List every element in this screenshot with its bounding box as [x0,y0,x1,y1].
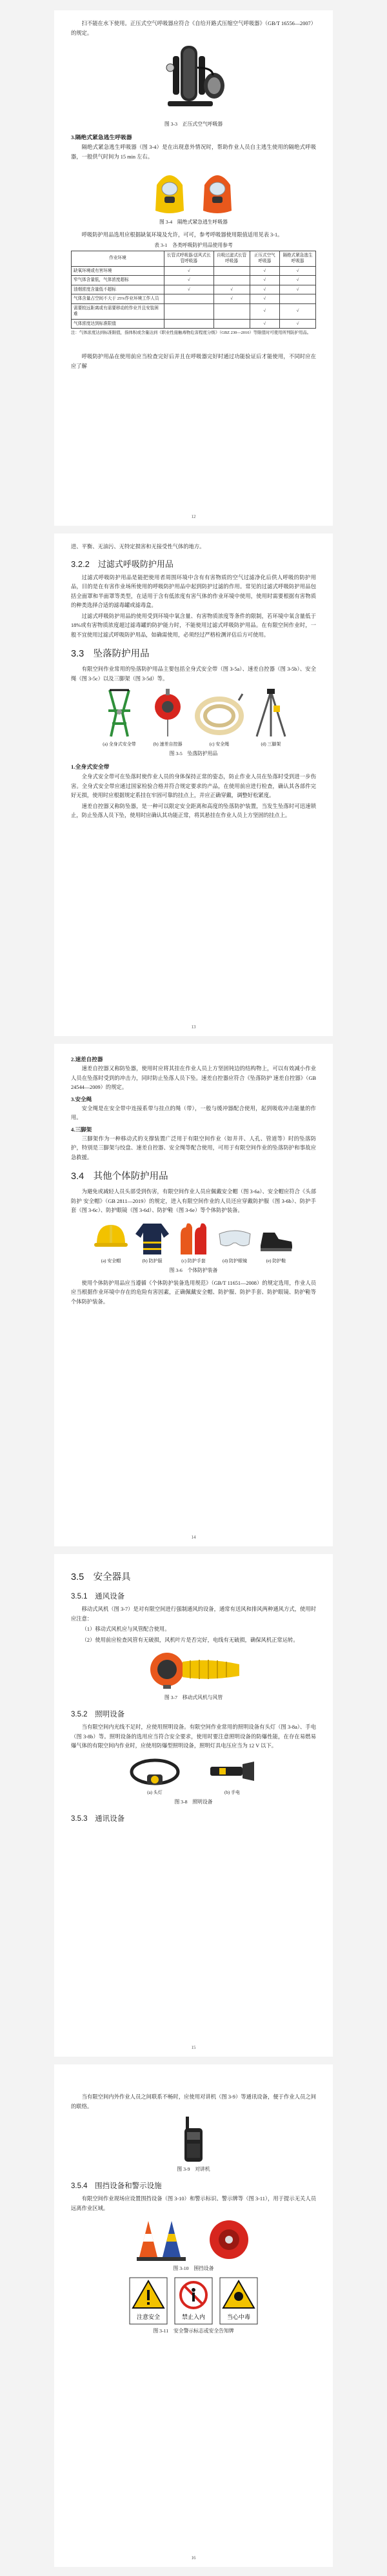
table-cell: √ [280,276,316,285]
table-header-cell: 自吸过滤式长管呼吸器 [213,251,250,266]
figure-sublabel: (b) 手电 [224,1789,240,1795]
headlamp-figure [129,1755,181,1796]
table-cell: 窄气体含量低，气体浓度超标 [72,276,164,285]
barrier-tape-figure [206,2217,252,2262]
safety-shoes-figure [258,1220,294,1264]
figure-3-11-caption: 图 3-11 安全警示标志或安全告知牌 [153,2328,234,2334]
figure-sublabel: (b) 防护服 [142,1258,163,1264]
flashlight-figure [206,1755,258,1796]
figure-3-9 [71,2115,316,2163]
table-cell: √ [250,276,280,285]
table-cell [164,319,214,329]
sign-text: 禁止入内 [181,2314,206,2321]
section-title-3-5-1: 3.5.1 通风设备 [71,1593,125,1600]
section-paragraph: 当有限空间内光线不足时，应使用照明设备。有限空间作业常用的照明设备有头灯（图 3-8a）、手电（图 3-8b）等。照明设备的选用应当符合安全要求，使用时要注意照明设备的防爆性能，在存在易燃易爆气体的有限空间内作业时，应使用防爆型照明设备，照明灯具电压应当为 12 V 以下。 [71,1724,316,1749]
table-row [72,285,316,294]
figure-sublabel: (a) 安全帽 [101,1258,121,1264]
table-cell: √ [250,266,280,276]
page-number: 12 [191,514,196,519]
figure-sublabel: (c) 安全绳 [209,742,230,747]
subsection-paragraph: 隔绝式紧急逃生呼吸器（图 3-4）是在出现意外情况时，帮助作业人员自主逃生使用的隔绝式呼吸器，一般供气时间为 15 min 左右。 [71,144,316,160]
figure-3-3-caption: 图 3-3 正压式空气呼吸器 [164,121,223,127]
table-3-1 [71,251,316,329]
table-header-cell: 正压式空气呼吸器 [250,251,280,266]
scba-image [155,42,232,118]
subsection-paragraph: 三脚架作为一种移动式的支撑装置广泛用于有限空间作业（如井井、人孔、管道等）时的坠落防护，特别是三脚架与绞盘、速差自控器、安全绳等配合使用，可用于有限空间作业的坠落防护和事故应急救援。 [71,1135,316,1160]
no-entry-sign [174,2277,213,2325]
figure-3-10 [71,2217,316,2262]
safety-rope-figure [194,687,245,747]
section-paragraph: 移动式风机（图 3-7）是对有限空间进行强制通风的设备，通常有送风和排风两种通风方式，使用时应注意： [71,1606,316,1622]
table-cell: √ [250,294,280,304]
document-page-5 [54,2064,333,2567]
section-paragraph: 过滤式呼吸防护用品是能把使用者周围环境中含有有害物质的空气过滤净化后供人呼吸的防护用品，目的是在有害作业场所使用的呼吸防护用品中起到防护过滤的作用。常见的过滤式呼吸防护用品包括全面罩和半面罩等类型，在适用于含有低浓度有害气体的作业环境中使用，使用时需要根据有害物质的种类选择合适的滤毒罐或滤毒盒。 [71,574,316,608]
subsection-paragraph: 全身式安全带可在坠落时使作业人员的身体保持正常的姿态，防止作业人员在坠落时受到进一步伤害。全身式安全带应通过国家检验合格并符合规定要求的产品，在使用前应进行检查，确认其各部件完好无损，使用时应根据规定系挂在牢固可靠的挂点上，并应正确穿戴，调整好松紧度。 [71,774,316,798]
table-cell: √ [164,285,214,294]
sign-text: 当心中毒 [226,2314,251,2321]
subsection-paragraph: 安全绳是在安全带中连接系带与挂点的绳（带），一般与缓冲器配合使用，起到吸收冲击能量的作用。 [71,1105,316,1120]
subsection-title: 2.速差自控器 [71,1056,103,1062]
section-paragraph: 过滤式呼吸防护用品的使用受到环境中氧含量、有害物质浓度等条件的限制，若环境中氧含量低于18%或有害物质浓度超过滤毒罐的防护能力时，不能使用过滤式呼吸防护用品。在有限空间作业时，一般不宜使用过滤式呼吸防护用品，如确需使用，必须经过严格检测评估后方可使用。 [71,613,316,638]
page-number: 15 [191,2045,196,2050]
figure-3-9-caption: 图 3-9 对讲机 [177,2166,210,2172]
sign-text: 注意安全 [136,2314,161,2321]
subsection-title: 1.全身式安全带 [71,764,110,770]
table-cell [213,276,250,285]
subsection-title: 3.安全绳 [71,1095,92,1102]
tripod-figure [252,687,290,747]
section-paragraph: 当有限空间内外作业人员之间联系不畅时，应使用对讲机（图 3-9）等通讯设备，便于作业人员之间的联络。 [71,2094,316,2110]
table-header-row [72,251,316,266]
figure-3-5 [71,687,316,747]
closing-paragraph: 呼吸防护用品在使用前应当检查完好后并且在呼吸器完好时通过功能验证后才能使用，不同时应在应了解 [71,354,316,369]
section-paragraph: 使用个体防护用品应当遵循《个体防护装备选用规范》（GB/T 11651—2008）的规定选用，作业人员应当根据作业环境中存在的危险有害因素，正确佩戴安全帽、防护服、防护手套、防护眼镜、防护鞋等个体防护装备。 [71,1280,316,1305]
figure-sublabel: (a) 全身式安全带 [103,742,136,747]
table-cell: √ [280,319,316,329]
safety-helmet-figure [93,1220,129,1264]
page-number: 16 [191,2555,196,2561]
table-cell: √ [164,276,214,285]
section-title-3-4: 3.4 其他个体防护用品 [71,1171,168,1182]
table-cell [213,266,250,276]
traffic-cones-figure [135,2217,187,2262]
table-cell: √ [250,303,280,319]
section-title-3-5-4: 3.5.4 围挡设备和警示设施 [71,2182,162,2190]
portable-fan-figure [145,1649,242,1691]
table-cell: √ [280,266,316,276]
subsection-paragraph: 速差自控器又称防坠器，是一种可以限定安全距离和高度的坠落防护装置，当发生坠落时可迅速锁止，防止坠落人员下坠，使用时应确认其功能正常，将其悬挂在作业人员上方坚固的挂点上。 [71,803,316,818]
poison-warning-sign [219,2277,258,2325]
table-cell [164,294,214,304]
table-cell: √ [280,303,316,319]
figure-3-8 [71,1755,316,1796]
subsection-paragraph: 速差自控器又称防坠器，使用时应将其挂在作业人员上方坚固钝边的结构物上，可以有效减小作业人员在坠落时受到的冲击力，同时防止坠落人员下坠。速差自控器应符合《坠落防护 速差自控器》（GB 24544—2009）的规定。 [71,1066,316,1090]
list-item: （1）移动式风机应与风管配合使用。 [81,1626,170,1632]
figure-3-7-caption: 图 3-7 移动式风机与风管 [164,1695,223,1700]
protective-gloves-figure [175,1220,212,1264]
page-number: 13 [191,1024,196,1030]
table-row [72,266,316,276]
table-cell: √ [250,285,280,294]
figure-sublabel: (d) 三脚架 [261,742,281,747]
table-cell: √ [213,285,250,294]
table-header-cell: 隔绝式紧急逃生呼吸器 [280,251,316,266]
document-page-1 [54,10,333,526]
table-row [72,276,316,285]
figure-sublabel: (d) 防护眼镜 [223,1258,247,1264]
figure-3-4 [71,166,316,216]
figure-sublabel: (c) 防护手套 [181,1258,206,1264]
section-title-3-3: 3.3 坠落防护用品 [71,649,150,659]
table-row [72,303,316,319]
section-title-3-5-2: 3.5.2 照明设备 [71,1711,125,1718]
table-cell: 需要较远距离或有需要移动的作业并且安装困难 [72,303,164,319]
table-intro: 呼吸防护用品选用应根据缺氧环境及允许，可可，参考呼吸器使用限值适用见表 3-1。 [81,232,283,238]
figure-3-7 [71,1649,316,1691]
table-row [72,319,316,329]
table-cell [213,319,250,329]
document-page-3 [54,1044,333,1546]
figure-sublabel: (b) 速差自控器 [153,742,183,747]
section-title-3-2-2: 3.2.2 过滤式呼吸防护用品 [71,559,174,569]
table-cell [164,303,214,319]
document-page-4 [54,1554,333,2057]
section-paragraph: 有限空间作业常用的坠落防护用品主要包括全身式安全带（图 3-5a）、速差自控器（图 3-5b）、安全绳（图 3-5c）以及三脚架（图 3-5d）等。 [71,666,316,682]
section-paragraph: 有限空间作业现场应设置围挡设备（图 3-10）和警示标识、警示牌等（图 3-11），用于提示无关人员远离作业区域。 [71,2196,316,2211]
intro-paragraph: 扫不能在水下使用。正压式空气呼吸器应符合《自给开路式压缩空气呼吸器》（GB/T 16556—2007）的规定。 [71,21,316,36]
subsection-title: 3.隔绝式紧急逃生呼吸器 [71,134,132,140]
caution-sign [129,2277,168,2325]
table-cell: √ [164,266,214,276]
figure-3-8-caption: 图 3-8 照明设备 [174,1798,213,1805]
table-3-1-title: 表 3-1 各类呼吸防护用品使用参考 [154,242,233,248]
table-cell: √ [250,319,280,329]
protective-suit-figure [134,1220,170,1264]
figure-3-4-caption: 图 3-4 隔绝式紧急逃生呼吸器 [159,219,228,225]
self-retracting-lifeline-figure [148,687,187,747]
table-cell [280,294,316,304]
escape-respirator-image-2 [198,166,237,216]
section-title-3-5: 3.5 安全器具 [71,1572,131,1582]
table-cell: 气体含量占空间不大于 25%作业环境工作人员 [72,294,164,304]
figure-3-6-caption: 图 3-6 个体防护装备 [169,1267,218,1273]
page-number: 14 [191,1535,196,1540]
table-cell: √ [280,285,316,294]
figure-sublabel: (a) 头灯 [147,1789,163,1795]
full-body-harness-figure [97,687,142,747]
continued-paragraph: 进、平衡、无油污、无特定损害和无接受性气体的地方。 [71,544,205,550]
table-note: 注：气体浓度达到标准限值，指体积或含量达到《职业性接触毒物危害程度分级》（GBZ 230—2010）等限值时可使用所列防护用品。 [71,331,312,335]
escape-respirator-image-1 [150,166,189,216]
walkie-talkie-figure [181,2115,206,2163]
table-cell: √ [213,294,250,304]
table-header-cell: 作业环境 [72,251,164,266]
table-header-cell: 长管式呼吸器/送风式长管呼吸器 [164,251,214,266]
table-cell [213,303,250,319]
figure-3-10-caption: 图 3-10 围挡设备 [173,2265,214,2271]
subsection-title: 4.三脚架 [71,1126,92,1133]
section-paragraph: 为避免或减轻人员头部受到伤害，有限空间作业人员应佩戴安全帽（图 3-6a）、安全帽应符合《头部防护 安全帽》（GB 2811—2019）的规定，进入有限空间作业的人员还应穿戴防护服（图 3-6b）、防护手套（图 3-6c）、防护眼镜（图 3-6d）、防护鞋（图 3-6e）等个体防护装备。 [71,1189,316,1213]
figure-3-3 [71,42,316,118]
safety-goggles-figure [217,1220,253,1264]
section-title-3-5-3: 3.5.3 通讯设备 [71,1814,125,1823]
table-row [72,294,316,304]
table-cell: 气体浓度达到标准限值 [72,319,164,329]
figure-3-5-caption: 图 3-5 坠落防护用品 [169,751,218,756]
table-cell: 油烟浓度含量低不超标 [72,285,164,294]
figure-3-6 [71,1220,316,1264]
figure-3-11 [71,2277,316,2325]
table-cell: 缺氧环境或有害环境 [72,266,164,276]
document-page-2 [54,533,333,1036]
figure-sublabel: (e) 防护鞋 [266,1258,286,1264]
list-item: （2）使用前应检查风管有无破损，风机叶片是否完好，电线有无破损，确保风机正常运转。 [81,1637,299,1643]
